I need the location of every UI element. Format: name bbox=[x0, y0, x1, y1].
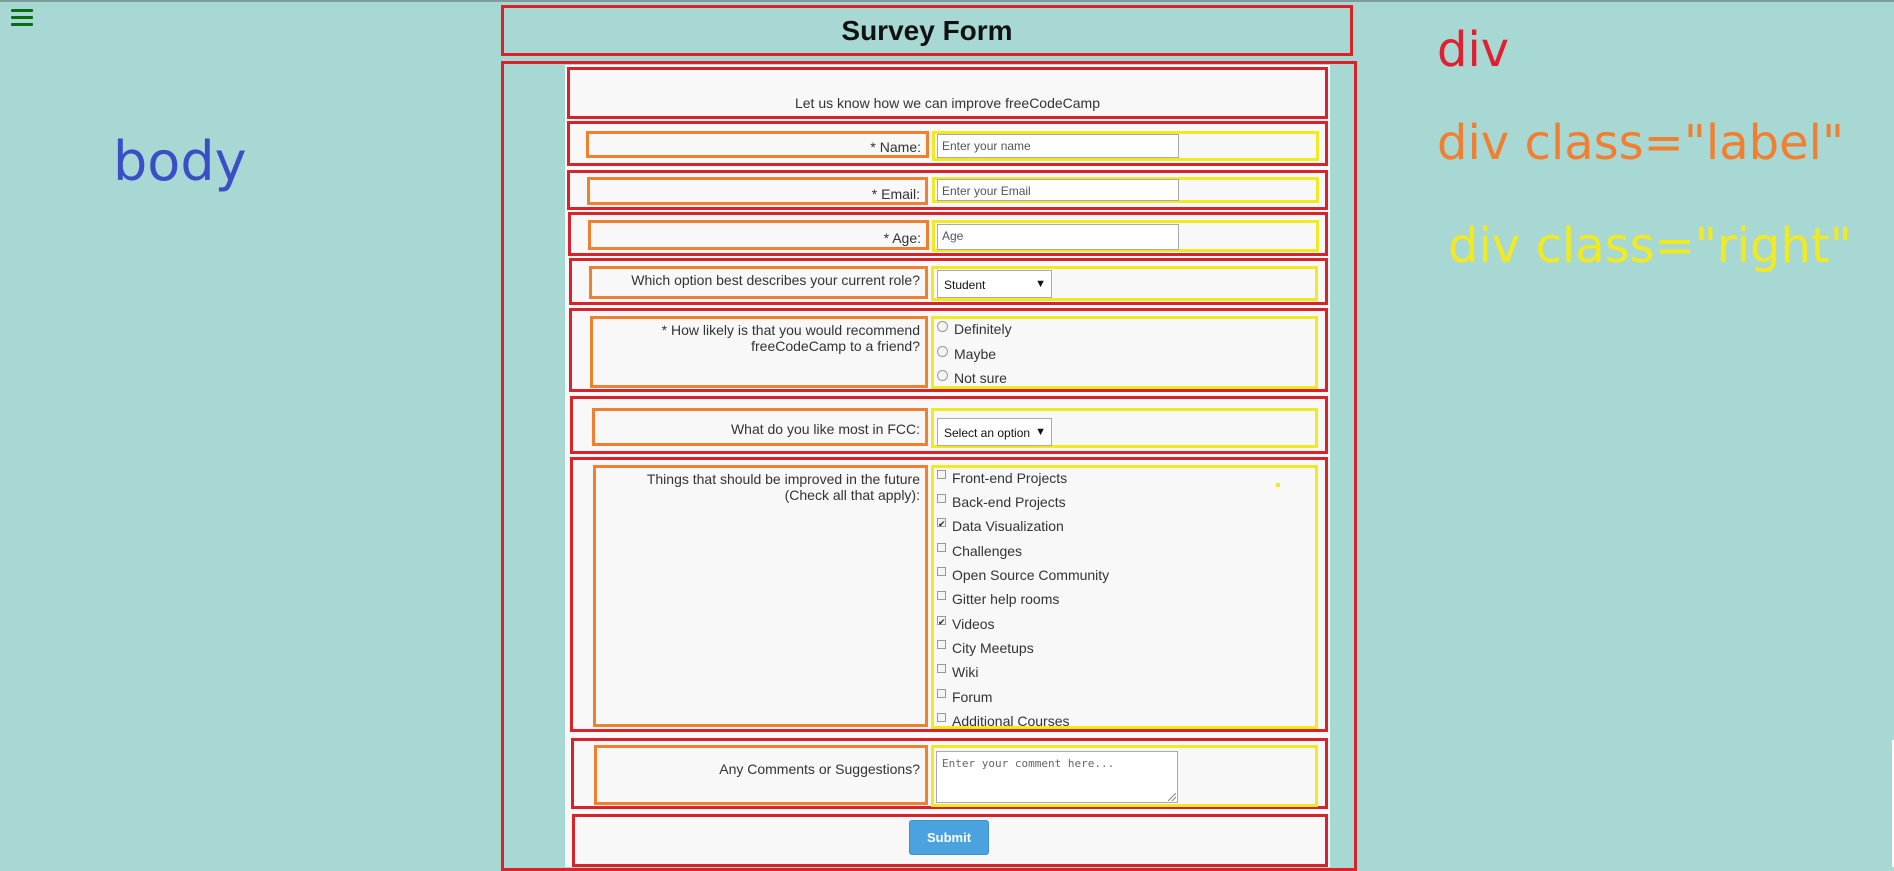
role-row bbox=[569, 258, 1328, 305]
checkbox-option[interactable]: Challenges bbox=[937, 542, 1022, 560]
role-right bbox=[931, 266, 1318, 301]
radio-icon[interactable] bbox=[937, 370, 948, 381]
age-input[interactable]: Age bbox=[937, 224, 1179, 250]
radio-option[interactable]: Definitely bbox=[937, 320, 1012, 338]
checkbox-icon[interactable] bbox=[937, 713, 946, 722]
like-right bbox=[931, 408, 1318, 448]
email-right bbox=[932, 177, 1319, 203]
comments-right bbox=[931, 745, 1318, 807]
dropdown-arrow-icon: ▼ bbox=[1032, 426, 1046, 438]
checkbox-icon[interactable] bbox=[937, 689, 946, 698]
comments-label: Any Comments or Suggestions? bbox=[594, 745, 928, 805]
page-title: Survey Form bbox=[841, 14, 1013, 46]
checkbox-checked-icon[interactable] bbox=[937, 518, 946, 527]
checkbox-icon[interactable] bbox=[937, 470, 946, 479]
comments-row bbox=[571, 738, 1328, 809]
role-selected: Student bbox=[944, 278, 986, 292]
title-div bbox=[501, 5, 1353, 56]
role-label: Which option best describes your current role? bbox=[589, 266, 928, 299]
legend-div-right: div class="right" bbox=[1448, 218, 1852, 274]
name-right bbox=[932, 131, 1319, 161]
intro-text: Let us know how we can improve freeCodeCamp bbox=[794, 95, 1101, 111]
improve-label: Things that should be improved in the future (Check all that apply): bbox=[593, 465, 928, 727]
marker-dot bbox=[1276, 483, 1280, 487]
comments-textarea[interactable]: Enter your comment here... bbox=[936, 751, 1178, 803]
email-row bbox=[567, 170, 1328, 210]
legend-div: div bbox=[1437, 22, 1510, 78]
resize-grip-icon[interactable] bbox=[1168, 793, 1176, 801]
checkbox-icon[interactable] bbox=[937, 567, 946, 576]
age-row bbox=[568, 212, 1328, 256]
checkbox-option[interactable]: City Meetups bbox=[937, 639, 1034, 657]
checkbox-icon[interactable] bbox=[937, 591, 946, 600]
body-annotation: body bbox=[113, 130, 247, 193]
name-input[interactable]: Enter your name bbox=[937, 134, 1179, 158]
checkbox-icon[interactable] bbox=[937, 640, 946, 649]
radio-option[interactable]: Not sure bbox=[937, 369, 1007, 387]
age-label: * Age: bbox=[588, 220, 929, 250]
checkbox-icon[interactable] bbox=[937, 543, 946, 552]
menu-icon[interactable] bbox=[11, 9, 33, 27]
checkbox-option[interactable]: Additional Courses bbox=[937, 712, 1070, 729]
like-row bbox=[570, 396, 1328, 454]
recommend-label: * How likely is that you would recommend freeCodeCamp to a friend? bbox=[590, 316, 928, 388]
checkbox-option[interactable]: Wiki bbox=[937, 663, 978, 681]
recommend-right bbox=[931, 316, 1318, 389]
radio-icon[interactable] bbox=[937, 346, 948, 357]
name-label: * Name: bbox=[586, 131, 929, 158]
radio-icon[interactable] bbox=[937, 321, 948, 332]
checkbox-option[interactable]: Front-end Projects bbox=[937, 469, 1067, 487]
recommend-row bbox=[569, 308, 1328, 392]
intro-row bbox=[567, 67, 1328, 119]
checkbox-option[interactable]: ✔Videos bbox=[937, 615, 995, 633]
email-label: * Email: bbox=[587, 177, 928, 205]
checkbox-option[interactable]: ✔Data Visualization bbox=[937, 517, 1064, 535]
like-selected: Select an option bbox=[944, 426, 1031, 440]
improve-right bbox=[931, 465, 1318, 729]
checkbox-checked-icon[interactable] bbox=[937, 616, 946, 625]
like-label: What do you like most in FCC: bbox=[592, 408, 928, 446]
checkbox-icon[interactable] bbox=[937, 664, 946, 673]
like-select[interactable] bbox=[937, 418, 1052, 446]
age-right bbox=[932, 220, 1319, 252]
top-border bbox=[0, 0, 1894, 2]
name-row bbox=[567, 121, 1328, 166]
checkbox-option[interactable]: Gitter help rooms bbox=[937, 590, 1059, 608]
submit-button[interactable]: Submit bbox=[909, 820, 989, 855]
checkbox-icon[interactable] bbox=[937, 494, 946, 503]
role-select[interactable] bbox=[937, 270, 1052, 298]
email-input[interactable]: Enter your Email bbox=[937, 179, 1179, 201]
checkbox-option[interactable]: Back-end Projects bbox=[937, 493, 1066, 511]
legend-div-label: div class="label" bbox=[1437, 115, 1845, 171]
checkbox-option[interactable]: Open Source Community bbox=[937, 566, 1109, 584]
dropdown-arrow-icon: ▼ bbox=[1035, 278, 1046, 290]
radio-option[interactable]: Maybe bbox=[937, 345, 996, 363]
checkbox-option[interactable]: Forum bbox=[937, 688, 992, 706]
improve-row bbox=[570, 457, 1328, 732]
